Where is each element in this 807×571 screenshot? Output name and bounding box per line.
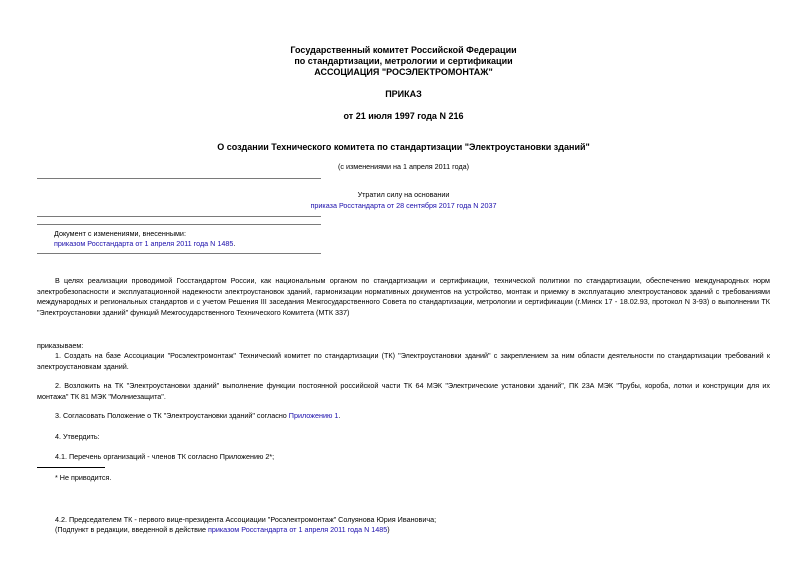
changes-label: Документ с изменениями, внесенными: [54,229,186,238]
preamble-paragraph: В целях реализации проводимой Госстандартом России, как национальным органом по стандартизации и сертификации, технической политики по стандартизации, обеспечению международных норм электробезопасности и эксплуатационной надежности электроустановок зданий, гармонизации нормативных документов на устройство, монтаж и приемку в эксплуатацию электроустановок зданий с требованиями международных и региональных стандартов и с учетом Решения III заседания Межгосударственного Совета по стандартизации, метрологии и сертификации (г.Минск 17 - 18.02.93, протокол N 3-93) о выполнении ТК "Электроустановки зданий" функций Межгосударственного Технического Комитета (МТК 337) [37,276,770,317]
agency-name-line2: по стандартизации, метрологии и сертификации [294,56,513,66]
amending-order-link[interactable]: приказом Росстандарта от 1 апреля 2011 года N 1485 [54,239,234,248]
changes-suffix: . [233,239,236,248]
divider [37,224,321,225]
item-4-2: 4.2. Председателем ТК - первого вице-президента Ассоциации "Росэлектромонтаж" Солуянова Юрия Ивановича; [55,515,437,524]
footnote: * Не приводится. [55,473,112,482]
status-label: Утратил силу на основании [357,190,450,199]
appendix-1-link[interactable]: Приложению 1 [288,411,339,420]
order-subject: О создании Технического комитета по стандартизации "Электроустановки зданий" [217,142,590,152]
item-2: 2. Возложить на ТК "Электроустановки зданий" выполнение функции постоянной российской части ТК 64 МЭК "Электрические установки зданий", ПК 23А МЭК "Трубы, короба, лотки и конструкции для их монтажа" ТК 81 МЭК "Молниезащита". [37,381,770,401]
divider [37,216,321,217]
order-word: приказываем: [37,341,84,350]
amending-order-link-2[interactable]: приказом Росстандарта от 1 апреля 2011 года N 1485 [207,525,388,534]
item-3-text: 3. Согласовать Положение о ТК "Электроустановки зданий" согласно [55,411,289,420]
item-1: 1. Создать на базе Ассоциации "Росэлектромонтаж" Технический комитет по стандартизации (ТК) "Электроустановки зданий" с закреплением за ним области деятельности по стандартизации требований к электроустановкам зданий. [37,351,770,371]
footnote-divider [37,467,105,468]
item-3-end: . [338,411,341,420]
repeal-order-link[interactable]: приказа Росстандарта от 28 сентября 2017 года N 2037 [310,201,497,210]
order-date: от 21 июля 1997 года N 216 [343,111,464,121]
item-4: 4. Утвердить: [55,432,100,441]
amendment-note: (с изменениями на 1 апреля 2011 года) [337,162,470,171]
order-title: ПРИКАЗ [385,89,422,99]
divider [37,178,321,179]
item-4-1: 4.1. Перечень организаций - членов ТК согласно Приложению 2*; [55,452,275,461]
item-4-2-note [37,525,770,536]
agency-name-line1: Государственный комитет Российской Федерации [290,45,517,55]
divider [37,253,321,254]
association-name: АССОЦИАЦИЯ "РОСЭЛЕКТРОМОНТАЖ" [314,67,493,77]
item-4-2-note-suffix: ) [387,525,390,534]
item-3 [37,411,770,422]
item-4-2-note-prefix: (Подпункт в редакции, введенной в действие [55,525,208,534]
